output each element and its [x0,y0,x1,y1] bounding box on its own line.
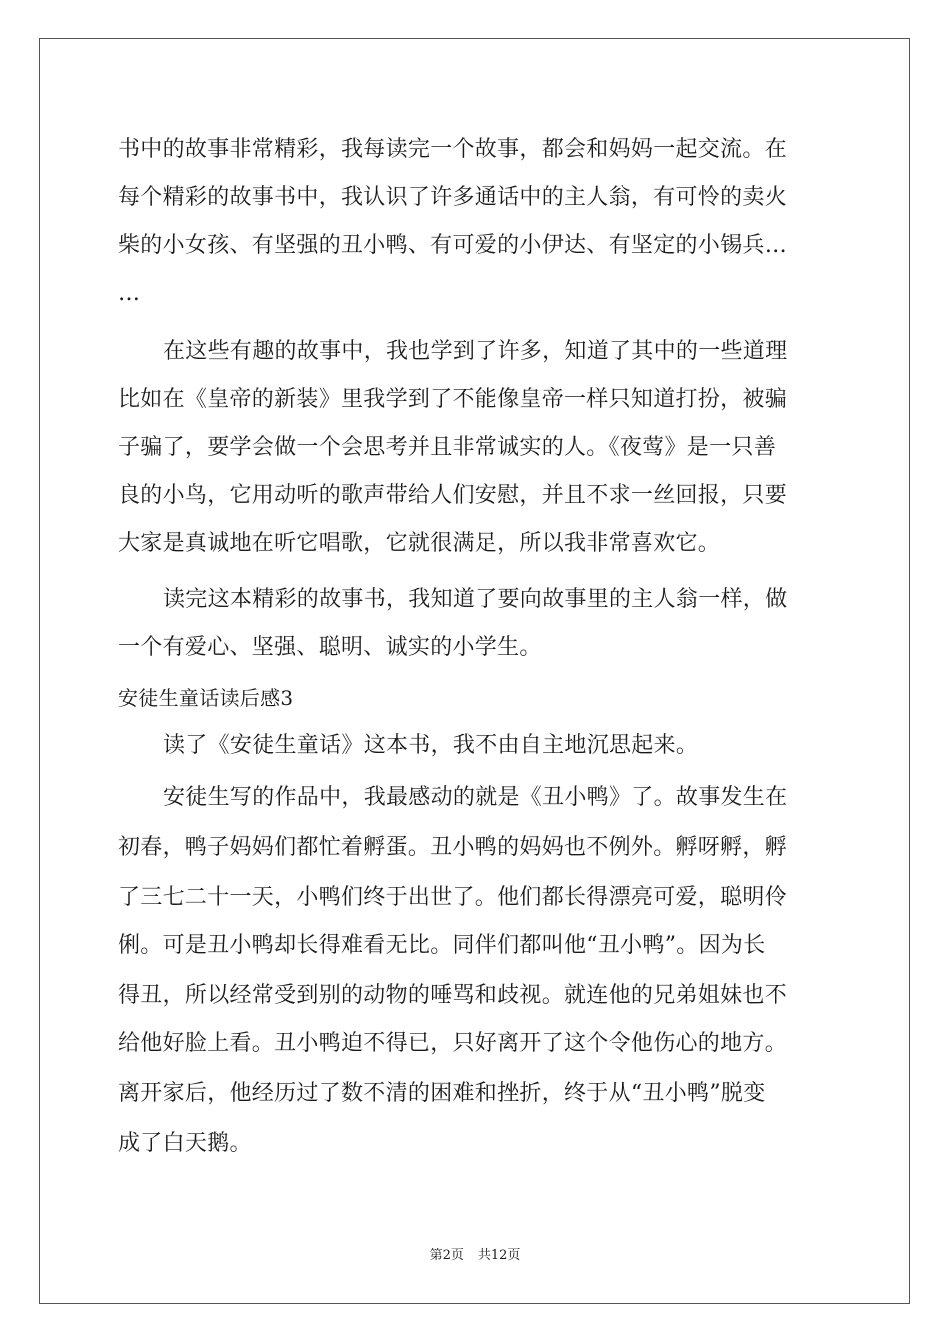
text-line: 初春，鸭子妈妈们都忙着孵蛋。丑小鸭的妈妈也不例外。孵呀孵，孵 [118,835,788,860]
text-line: 每个精彩的故事书中，我认识了许多通话中的主人翁，有可怜的卖火 [118,185,788,210]
section-heading: 安徒生童话读后感3 [118,686,294,710]
text-line: 子骗了，要学会做一个会思考并且非常诚实的人。《夜莺》是一只善 [118,435,777,460]
text-line: 在这些有趣的故事中，我也学到了许多，知道了其中的一些道理 [163,339,788,364]
page-number: 第2页 [429,1248,464,1263]
text-line: 读了《安徒生童话》这本书，我不由自主地沉思起来。 [163,733,699,758]
text-line: 良的小鸟，它用动听的歌声带给人们安慰，并且不求一丝回报，只要 [118,483,788,508]
text-line: 读完这本精彩的故事书，我知道了要向故事里的主人翁一样，做 [163,587,788,612]
page-footer [0,1247,950,1265]
text-line: 给他好脸上看。丑小鸭迫不得已，只好离开了这个令他伤心的地方。 [118,1031,788,1056]
page-total: 共12页 [477,1248,521,1263]
text-line: 书中的故事非常精彩，我每读完一个故事，都会和妈妈一起交流。在 [118,137,788,162]
text-line: … [118,281,141,306]
text-line: 俐。可是丑小鸭却长得难看无比。同伴们都叫他“丑小鸭”。因为长 [118,933,766,958]
text-line: 了三七二十一天，小鸭们终于出世了。他们都长得漂亮可爱，聪明伶 [118,885,788,910]
text-line: 得丑，所以经常受到别的动物的唾骂和歧视。就连他的兄弟姐妹也不 [118,983,788,1008]
text-line: 一个有爱心、坚强、聪明、诚实的小学生。 [118,635,542,660]
text-line: 比如在《皇帝的新装》里我学到了不能像皇帝一样只知道打扮，被骗 [118,387,788,412]
text-line: 安徒生写的作品中，我最感动的就是《丑小鸭》了。故事发生在 [163,785,788,810]
page-border [39,38,910,1304]
text-line: 成了白天鹅。 [118,1131,252,1156]
text-line: 离开家后，他经历过了数不清的困难和挫折，终于从“丑小鸭”脱变 [118,1081,766,1106]
text-line: 柴的小女孩、有坚强的丑小鸭、有可爱的小伊达、有坚定的小锡兵… [118,233,788,258]
text-line: 大家是真诚地在听它唱歌，它就很满足，所以我非常喜欢它。 [118,531,721,556]
